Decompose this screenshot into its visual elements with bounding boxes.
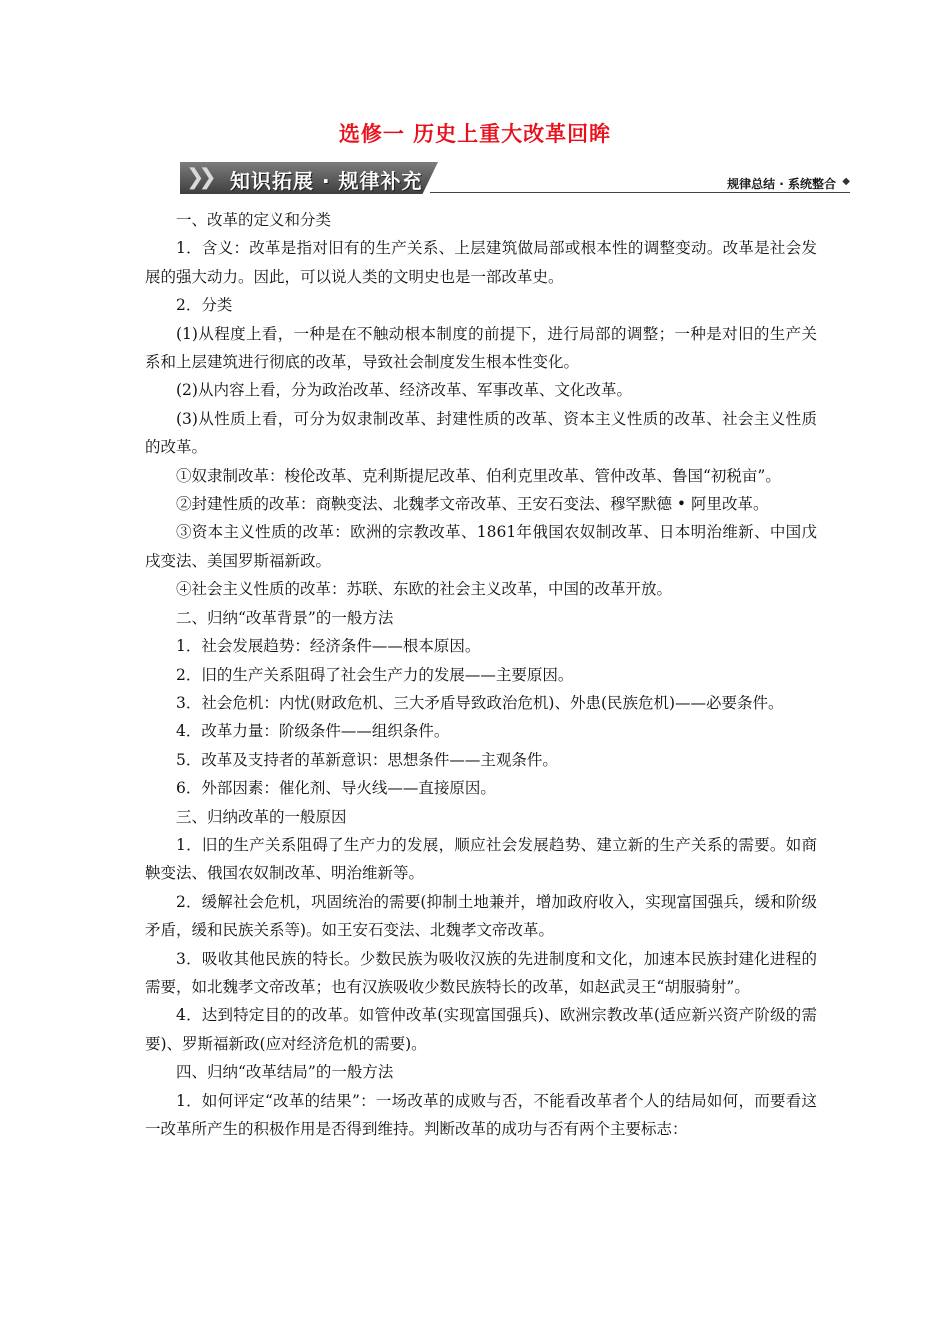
document-body: [145, 206, 817, 1143]
paragraph: ①奴隶制改革：梭伦改革、克利斯提尼改革、伯利克里改革、管仲改革、鲁国“初税亩”。: [176, 466, 781, 485]
banner-divider: [430, 192, 850, 193]
paragraph: 6．外部因素：催化剂、导火线——直接原因。: [176, 779, 496, 798]
paragraph: 三、归纳改革的一般原因: [176, 807, 347, 826]
paragraph: 1．如何评定“改革的结果”：一场改革的成败与否，不能看改革者个人的结局如何，而要看这一改革所产生的积极作用是否得到维持。判断改革的成功与否有两个主要标志：: [145, 1091, 817, 1138]
paragraph: 5．改革及支持者的革新意识：思想条件——主观条件。: [176, 750, 558, 769]
paragraph: 3．社会危机：内忧(财政危机、三大矛盾导致政治危机)、外患(民族危机)——必要条件。: [176, 693, 784, 712]
paragraph: 4．达到特定目的的改革。如管仲改革(实现富国强兵)、欧洲宗教改革(适应新兴资产阶级的需要)、罗斯福新政(应对经济危机的需要)。: [145, 1006, 817, 1053]
paragraph: (1)从程度上看，一种是在不触动根本制度的前提下，进行局部的调整；一种是对旧的生产关系和上层建筑进行彻底的改革，导致社会制度发生根本性变化。: [145, 324, 817, 372]
paragraph: (3)从性质上看，可分为奴隶制改革、封建性质的改革、资本主义性质的改革、社会主义性质的改革。: [145, 409, 817, 457]
banner-label: 知识拓展 · 规律补充: [230, 169, 423, 193]
paragraph: 2．缓解社会危机，巩固统治的需要(抑制土地兼并，增加政府收入，实现富国强兵，缓和阶级矛盾，缓和民族关系等)。如王安石变法、北魏孝文帝改革。: [145, 892, 817, 940]
paragraph: ③资本主义性质的改革：欧洲的宗教改革、1861年俄国农奴制改革、日本明治维新、中国戊戌变法、美国罗斯福新政。: [145, 523, 817, 570]
paragraph: 四、归纳“改革结局”的一般方法: [176, 1063, 394, 1082]
paragraph: 一、改革的定义和分类: [176, 211, 332, 229]
banner-right-label: 规律总结 · 系统整合: [727, 177, 836, 191]
paragraph: 1．社会发展趋势：经济条件——根本原因。: [176, 637, 481, 656]
chevron-right-icon: ❯❯: [186, 165, 211, 190]
paragraph: 1．旧的生产关系阻碍了生产力的发展，顺应社会发展趋势、建立新的生产关系的需要。如商鞅变法、俄国农奴制改革、明治维新等。: [145, 835, 817, 883]
page-title: 选修一 历史上重大改革回眸: [338, 122, 612, 146]
paragraph: 4．改革力量：阶级条件——组织条件。: [176, 722, 450, 741]
diamond-icon: ◆: [842, 176, 850, 187]
paragraph: 2．旧的生产关系阻碍了社会生产力的发展——主要原因。: [176, 665, 574, 684]
paragraph: 2．分类: [176, 296, 233, 315]
paragraph: (2)从内容上看，分为政治改革、经济改革、军事改革、文化改革。: [176, 381, 632, 400]
paragraph: 3．吸收其他民族的特长。少数民族为吸收汉族的先进制度和文化，加速本民族封建化进程的需要，如北魏孝文帝改革；也有汉族吸收少数民族特长的改革，如赵武灵王“胡服骑射”。: [145, 949, 817, 996]
paragraph: 1．含义：改革是指对旧有的生产关系、上层建筑做局部或根本性的调整变动。改革是社会发展的强大动力。因此，可以说人类的文明史也是一部改革史。: [145, 239, 817, 286]
paragraph: 二、归纳“改革背景”的一般方法: [176, 608, 394, 627]
section-banner: [180, 162, 850, 196]
paragraph: ②封建性质的改革：商鞅变法、北魏孝文帝改革、王安石变法、穆罕默德 • 阿里改革。: [176, 495, 769, 514]
paragraph: ④社会主义性质的改革：苏联、东欧的社会主义改革，中国的改革开放。: [176, 580, 673, 599]
